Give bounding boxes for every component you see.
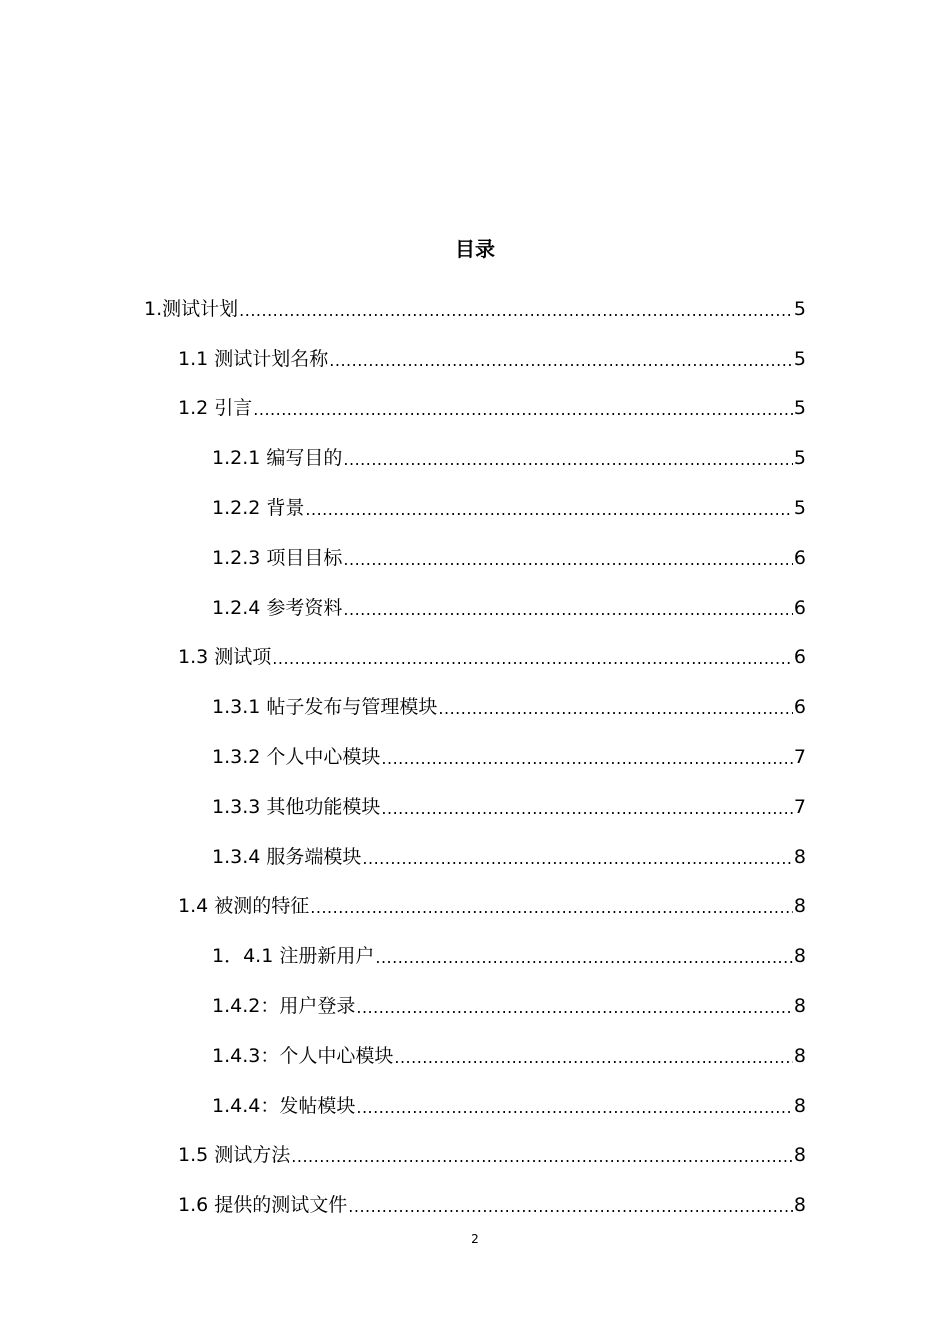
table-of-contents	[0, 284, 950, 1230]
toc-entry-page: 8	[793, 945, 806, 968]
toc-entry-label: 1.4.2：用户登录	[212, 995, 356, 1018]
toc-title: 目录	[455, 237, 495, 261]
toc-entry[interactable]	[212, 483, 806, 533]
toc-entry-page: 8	[793, 845, 806, 868]
toc-entry-label: 1．4.1 注册新用户	[212, 945, 375, 968]
toc-entry-label: 1.3 测试项	[178, 646, 272, 669]
toc-dot-leader	[394, 1041, 793, 1071]
toc-entry[interactable]	[212, 1031, 806, 1081]
toc-entry-label: 1.3.1 帖子发布与管理模块	[212, 696, 438, 719]
toc-entry[interactable]	[178, 384, 806, 434]
toc-entry[interactable]	[178, 1131, 806, 1181]
toc-entry-label: 1.2 引言	[178, 397, 253, 420]
toc-entry[interactable]	[212, 931, 806, 981]
toc-dot-leader	[272, 642, 793, 672]
toc-entry-page: 8	[793, 995, 806, 1018]
page-number: 2	[471, 1232, 479, 1246]
toc-entry-page: 8	[793, 1094, 806, 1117]
toc-entry[interactable]	[212, 583, 806, 633]
toc-dot-leader	[329, 344, 793, 374]
toc-dot-leader	[362, 842, 793, 872]
toc-entry-page: 6	[793, 546, 806, 569]
toc-dot-leader	[310, 891, 793, 921]
toc-entry-label: 1.2.1 编写目的	[212, 447, 343, 470]
toc-entry-label: 1.6 提供的测试文件	[178, 1194, 348, 1217]
toc-entry-label: 1.4.4：发帖模块	[212, 1094, 356, 1117]
toc-entry[interactable]	[212, 433, 806, 483]
toc-entry-page: 5	[793, 397, 806, 420]
toc-dot-leader	[343, 593, 793, 623]
toc-entry-label: 1.1 测试计划名称	[178, 347, 329, 370]
toc-entry[interactable]	[178, 334, 806, 384]
toc-entry[interactable]	[212, 732, 806, 782]
toc-entry-page: 5	[793, 497, 806, 520]
toc-entry[interactable]	[178, 633, 806, 683]
toc-entry[interactable]	[212, 1081, 806, 1131]
toc-dot-leader	[343, 543, 793, 573]
toc-entry-label: 1.2.2 背景	[212, 497, 305, 520]
toc-entry-label: 1.测试计划	[144, 297, 239, 320]
toc-dot-leader	[348, 1190, 793, 1220]
toc-entry-page: 5	[793, 447, 806, 470]
toc-entry-label: 1.3.4 服务端模块	[212, 845, 362, 868]
toc-dot-leader	[253, 393, 793, 423]
toc-entry-page: 7	[793, 795, 806, 818]
toc-dot-leader	[381, 792, 793, 822]
toc-entry-label: 1.3.3 其他功能模块	[212, 795, 381, 818]
toc-entry-label: 1.4 被测的特征	[178, 895, 310, 918]
toc-dot-leader	[375, 941, 793, 971]
toc-entry[interactable]	[144, 284, 806, 334]
toc-dot-leader	[305, 493, 793, 523]
toc-entry-page: 7	[793, 746, 806, 769]
toc-entry-page: 6	[793, 596, 806, 619]
toc-entry[interactable]	[178, 882, 806, 932]
toc-dot-leader	[291, 1140, 793, 1170]
toc-entry-page: 8	[793, 1044, 806, 1067]
toc-entry[interactable]	[178, 1180, 806, 1230]
toc-entry[interactable]	[212, 832, 806, 882]
toc-entry[interactable]	[212, 782, 806, 832]
toc-entry-label: 1.4.3：个人中心模块	[212, 1044, 394, 1067]
toc-entry-page: 6	[793, 696, 806, 719]
toc-entry-page: 5	[793, 297, 806, 320]
toc-entry-page: 8	[793, 895, 806, 918]
toc-entry-label: 1.3.2 个人中心模块	[212, 746, 381, 769]
toc-dot-leader	[438, 692, 793, 722]
toc-dot-leader	[356, 1091, 793, 1121]
toc-entry-page: 8	[793, 1194, 806, 1217]
toc-entry-label: 1.2.4 参考资料	[212, 596, 343, 619]
toc-dot-leader	[356, 991, 793, 1021]
toc-entry-page: 6	[793, 646, 806, 669]
toc-dot-leader	[239, 294, 793, 324]
toc-entry-page: 5	[793, 347, 806, 370]
toc-entry[interactable]	[212, 533, 806, 583]
toc-dot-leader	[381, 742, 793, 772]
toc-entry-label: 1.2.3 项目目标	[212, 546, 343, 569]
toc-entry[interactable]	[212, 682, 806, 732]
toc-entry-page: 8	[793, 1144, 806, 1167]
toc-entry[interactable]	[212, 981, 806, 1031]
toc-dot-leader	[343, 443, 793, 473]
toc-entry-label: 1.5 测试方法	[178, 1144, 291, 1167]
